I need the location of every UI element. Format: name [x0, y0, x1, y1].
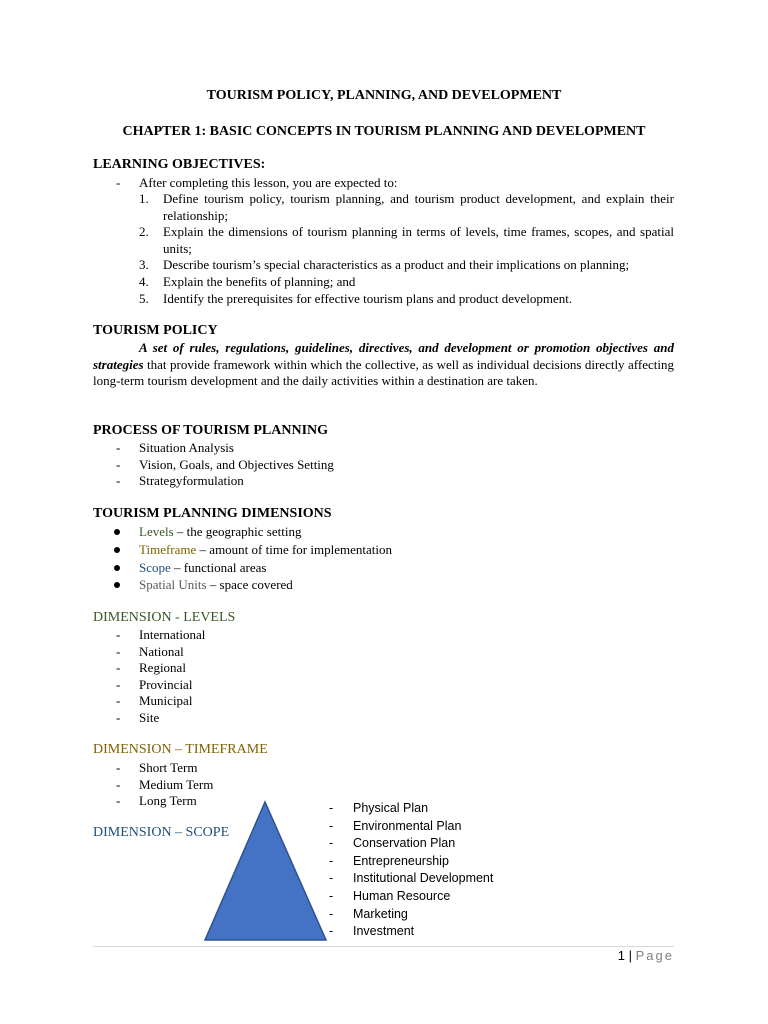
dash-marker: -	[329, 888, 334, 903]
level-item: National	[139, 643, 184, 659]
list-item	[93, 576, 392, 594]
list-item	[93, 644, 205, 661]
objective-text: Describe tourism’s special characteristics as a product and their implications on planning;	[163, 257, 630, 273]
dimension-desc: – space covered	[206, 577, 293, 593]
dimension-term-scope: Scope	[139, 559, 171, 575]
dash-marker: -	[116, 627, 121, 642]
timeframe-list	[93, 760, 213, 810]
dash-marker: -	[116, 473, 121, 489]
learning-objectives-heading: LEARNING OBJECTIVES:	[93, 157, 266, 172]
bullet-icon	[114, 529, 120, 535]
item-number: 5.	[139, 290, 149, 306]
scope-triangle-shape	[205, 802, 326, 940]
list-item	[325, 800, 493, 818]
process-step: Vision, Goals, and Objectives Setting	[139, 456, 334, 472]
list-item	[325, 888, 493, 906]
dash-marker: -	[116, 456, 121, 472]
list-item	[93, 793, 213, 810]
list-item	[93, 175, 397, 192]
dash-marker: -	[329, 871, 334, 886]
scope-item: Physical Plan	[353, 801, 429, 815]
page-number: 1	[617, 948, 626, 963]
list-item	[325, 835, 493, 853]
level-item: Site	[139, 709, 160, 725]
list-item	[93, 559, 392, 577]
dash-marker: -	[329, 924, 334, 939]
level-item: International	[139, 627, 206, 642]
dash-marker: -	[116, 660, 121, 676]
process-step: Strategyformulation	[139, 473, 244, 489]
list-item	[93, 274, 674, 291]
list-item	[93, 541, 392, 559]
dimension-term-timeframe: Timeframe	[139, 541, 197, 557]
dash-marker: -	[116, 175, 121, 190]
dash-marker: -	[116, 440, 121, 455]
dash-marker: -	[116, 760, 121, 775]
dash-marker: -	[116, 709, 121, 725]
scope-item: Marketing	[353, 906, 408, 921]
process-step: Situation Analysis	[139, 440, 234, 455]
dash-marker: -	[329, 818, 334, 833]
objective-text: Explain the benefits of planning; and	[163, 273, 356, 289]
footer-separator: |	[625, 948, 636, 963]
dash-marker: -	[329, 906, 334, 921]
list-item	[93, 777, 213, 794]
scope-item: Investment	[353, 924, 415, 939]
dash-marker: -	[329, 853, 334, 868]
learning-objectives-intro: After completing this lesson, you are expected to:	[139, 175, 398, 190]
objective-text: Identify the prerequisites for effective tourism plans and product development.	[163, 290, 573, 306]
process-heading: PROCESS OF TOURISM PLANNING	[93, 423, 329, 438]
scope-item: Institutional Development	[353, 871, 494, 886]
levels-list	[93, 627, 205, 727]
footer-divider	[93, 946, 674, 947]
list-item	[93, 224, 674, 257]
level-item: Municipal	[139, 693, 193, 709]
dimension-desc: – the geographic setting	[173, 524, 302, 539]
dash-marker: -	[116, 776, 121, 792]
item-number: 1.	[139, 191, 149, 206]
list-item	[325, 870, 493, 888]
dimensions-heading: TOURISM PLANNING DIMENSIONS	[93, 506, 332, 521]
list-item	[93, 677, 205, 694]
list-item	[325, 923, 493, 941]
timeframe-item: Short Term	[139, 760, 198, 775]
list-item	[93, 760, 213, 777]
list-item	[93, 257, 674, 274]
dimension-desc: – functional areas	[170, 559, 267, 575]
level-item: Regional	[139, 660, 186, 676]
bullet-icon	[114, 582, 120, 588]
scope-item: Environmental Plan	[353, 818, 462, 833]
timeframe-item: Medium Term	[139, 776, 214, 792]
timeframe-item: Long Term	[139, 793, 197, 809]
objective-text: Define tourism policy, tourism planning, and tourism product development, and explain their relationship;	[163, 191, 674, 223]
dimensions-list	[93, 523, 392, 594]
bullet-icon	[114, 565, 120, 571]
learning-objectives-intro-list	[93, 175, 397, 192]
scope-heading: DIMENSION – SCOPE	[93, 825, 230, 840]
page-footer	[618, 948, 674, 963]
list-item	[93, 473, 334, 490]
timeframe-heading: DIMENSION – TIMEFRAME	[93, 742, 268, 757]
definition-rest: that provide framework within which the collective, as well as individual decisions directly affecting long-term tourism development and the daily activities within a destination are taken.	[93, 356, 674, 389]
list-item	[93, 523, 392, 541]
item-number: 3.	[139, 257, 149, 273]
item-number: 2.	[139, 224, 149, 240]
dash-marker: -	[116, 643, 121, 659]
chapter-title: CHAPTER 1: BASIC CONCEPTS IN TOURISM PLANNING AND DEVELOPMENT	[122, 124, 646, 139]
scope-list	[325, 800, 493, 941]
bullet-icon	[114, 547, 120, 553]
list-item	[325, 818, 493, 836]
dash-marker: -	[116, 793, 121, 809]
definition-emphasis: A set of rules, regulations, guidelines, directives, and development or promotion objectives and strategies	[93, 340, 674, 372]
list-item	[93, 457, 334, 474]
levels-heading: DIMENSION - LEVELS	[93, 610, 236, 625]
tourism-policy-heading: TOURISM POLICY	[93, 323, 218, 338]
list-item	[325, 853, 493, 871]
dimension-term-levels: Levels	[139, 524, 174, 539]
list-item	[93, 660, 205, 677]
document-title: TOURISM POLICY, PLANNING, AND DEVELOPMENT	[206, 88, 562, 103]
dash-marker: -	[116, 676, 121, 692]
list-item	[93, 710, 205, 727]
dash-marker: -	[116, 693, 121, 709]
scope-item: Entrepreneurship	[353, 853, 449, 868]
list-item	[93, 291, 674, 308]
scope-item: Conservation Plan	[353, 836, 456, 851]
objective-text: Explain the dimensions of tourism planning in terms of levels, time frames, scopes, and spatial units;	[163, 224, 674, 256]
tourism-policy-definition	[93, 340, 674, 390]
list-item	[93, 693, 205, 710]
dimension-desc: – amount of time for implementation	[196, 541, 392, 557]
dash-marker: -	[329, 801, 334, 815]
list-item	[93, 440, 334, 457]
dimension-term-spatial-units: Spatial Units	[139, 577, 207, 593]
learning-objectives-list	[93, 191, 674, 307]
level-item: Provincial	[139, 676, 193, 692]
scope-item: Human Resource	[353, 888, 451, 903]
scope-triangle	[203, 800, 329, 942]
item-number: 4.	[139, 273, 149, 289]
list-item	[325, 906, 493, 924]
process-list	[93, 440, 334, 490]
dash-marker: -	[329, 836, 334, 851]
page-label: Page	[635, 948, 674, 963]
list-item	[93, 191, 674, 224]
list-item	[93, 627, 205, 644]
